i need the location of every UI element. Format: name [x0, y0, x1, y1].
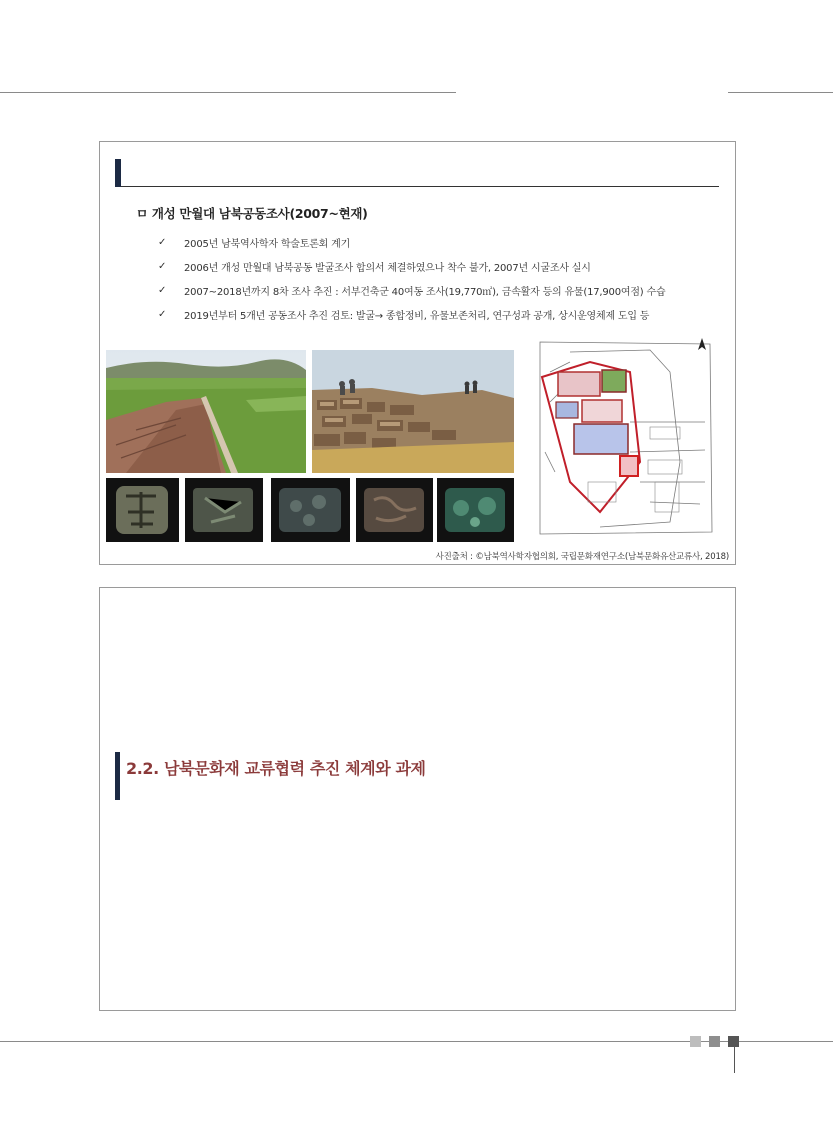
header-rule-right: [728, 92, 833, 93]
list-item: [158, 230, 665, 254]
artifact-photo: [185, 478, 263, 542]
bullet-text: 2006년 개성 만월대 남북공동 발굴조사 합의서 체결하였으나 착수 불가, 2007년 시굴조사 실시: [184, 262, 591, 274]
list-item: [158, 302, 665, 326]
artifact-photo: [106, 478, 179, 542]
check-icon: ✓: [158, 260, 167, 272]
footer-tick: [734, 1047, 735, 1073]
check-icon: ✓: [158, 308, 167, 320]
header-rule-left: [0, 92, 456, 93]
section-accent-bar: [115, 752, 120, 800]
section-title: 2.2. 남북문화재 교류협력 추진 체계와 과제: [126, 759, 426, 778]
site-map: [530, 332, 720, 544]
bullet-text: 2005년 남북역사학자 학술토론회 계기: [184, 238, 351, 250]
artifact-photo: [356, 478, 433, 542]
bullet-list: [158, 230, 665, 326]
footer-square-icon: [690, 1036, 701, 1047]
artifact-photo: [437, 478, 514, 542]
bullet-text: 2007~2018년까지 8차 조사 추진 : 서부건축군 40여동 조사(19,770㎡), 금속활자 등의 유물(17,900여점) 수습: [184, 286, 666, 298]
check-icon: ✓: [158, 284, 167, 296]
slide-accent-bar: [115, 159, 121, 187]
bullet-text: 2019년부터 5개년 공동조사 추진 검토: 발굴→ 종합정비, 유물보존처리, 연구성과 공개, 상시운영체제 도입 등: [184, 310, 650, 322]
section-panel: [99, 587, 736, 1011]
footer-square-icon: [709, 1036, 720, 1047]
stone-ruins-photo: [312, 350, 514, 473]
list-item: [158, 254, 665, 278]
check-icon: ✓: [158, 236, 167, 248]
photo-credit: 사진출처 : ©남북역사학자협의회, 국립문화재연구소(남북문화유산교류사, 2018): [435, 552, 729, 562]
list-item: [158, 278, 665, 302]
slide-panel: [99, 141, 736, 565]
slide-heading: ㅁ 개성 만월대 남북공동조사(2007~현재): [136, 206, 368, 221]
footer-square-icon: [728, 1036, 739, 1047]
excavation-landscape-photo: [106, 350, 306, 473]
artifact-photo: [271, 478, 350, 542]
slide-title-rule: [121, 186, 719, 187]
